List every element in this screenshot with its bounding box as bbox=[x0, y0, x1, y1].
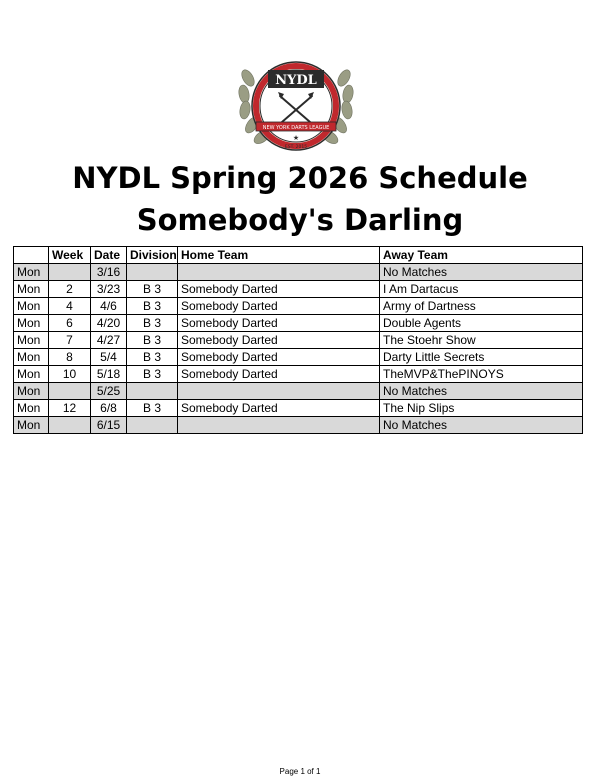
cell-week bbox=[49, 417, 91, 434]
logo-est: EST. 2015 bbox=[284, 145, 308, 150]
cell-away-team: Double Agents bbox=[380, 315, 583, 332]
team-name: Somebody's Darling bbox=[136, 203, 464, 237]
cell-week: 12 bbox=[49, 400, 91, 417]
page-title: NYDL Spring 2026 Schedule bbox=[72, 161, 528, 195]
table-row bbox=[14, 400, 583, 417]
table-row bbox=[14, 332, 583, 349]
cell-week: 4 bbox=[49, 298, 91, 315]
cell-division bbox=[127, 417, 178, 434]
cell-home-team: Somebody Darted bbox=[178, 349, 380, 366]
page-footer: Page 1 of 1 bbox=[279, 767, 321, 776]
nydl-logo bbox=[234, 56, 358, 156]
table-row bbox=[14, 298, 583, 315]
table-row bbox=[14, 417, 583, 434]
cell-away-team: The Nip Slips bbox=[380, 400, 583, 417]
cell-away-team: No Matches bbox=[380, 264, 583, 281]
cell-home-team: Somebody Darted bbox=[178, 315, 380, 332]
logo-ring-text: NEW YORK DARTS LEAGUE bbox=[262, 125, 330, 131]
cell-date: 5/18 bbox=[91, 366, 127, 383]
header-day bbox=[14, 247, 49, 264]
cell-division: B 3 bbox=[127, 400, 178, 417]
table-row bbox=[14, 349, 583, 366]
cell-day: Mon bbox=[14, 264, 49, 281]
cell-home-team: Somebody Darted bbox=[178, 298, 380, 315]
cell-home-team: Somebody Darted bbox=[178, 366, 380, 383]
cell-date: 4/20 bbox=[91, 315, 127, 332]
table-row bbox=[14, 264, 583, 281]
cell-away-team: Army of Dartness bbox=[380, 298, 583, 315]
schedule-table bbox=[13, 246, 583, 434]
cell-day: Mon bbox=[14, 315, 49, 332]
cell-away-team: No Matches bbox=[380, 417, 583, 434]
cell-day: Mon bbox=[14, 400, 49, 417]
cell-date: 6/15 bbox=[91, 417, 127, 434]
cell-home-team: Somebody Darted bbox=[178, 332, 380, 349]
table-row bbox=[14, 366, 583, 383]
cell-date: 4/6 bbox=[91, 298, 127, 315]
table-row bbox=[14, 281, 583, 298]
cell-day: Mon bbox=[14, 332, 49, 349]
cell-division bbox=[127, 264, 178, 281]
cell-date: 4/27 bbox=[91, 332, 127, 349]
logo-star-icon: ★ bbox=[292, 135, 300, 142]
cell-division: B 3 bbox=[127, 366, 178, 383]
cell-day: Mon bbox=[14, 383, 49, 400]
cell-week: 10 bbox=[49, 366, 91, 383]
table-row bbox=[14, 383, 583, 400]
cell-division bbox=[127, 383, 178, 400]
cell-week: 2 bbox=[49, 281, 91, 298]
cell-home-team bbox=[178, 383, 380, 400]
cell-date: 5/4 bbox=[91, 349, 127, 366]
cell-away-team: No Matches bbox=[380, 383, 583, 400]
cell-date: 6/8 bbox=[91, 400, 127, 417]
logo-abbrev: NYDL bbox=[275, 73, 317, 88]
header-week: Week bbox=[49, 247, 91, 264]
cell-home-team bbox=[178, 264, 380, 281]
cell-home-team: Somebody Darted bbox=[178, 400, 380, 417]
cell-week: 6 bbox=[49, 315, 91, 332]
cell-week bbox=[49, 383, 91, 400]
cell-away-team: TheMVP&ThePINOYS bbox=[380, 366, 583, 383]
cell-division: B 3 bbox=[127, 315, 178, 332]
header-division: Division bbox=[127, 247, 178, 264]
header-away-team: Away Team bbox=[380, 247, 583, 264]
cell-home-team bbox=[178, 417, 380, 434]
header-date: Date bbox=[91, 247, 127, 264]
cell-day: Mon bbox=[14, 417, 49, 434]
cell-day: Mon bbox=[14, 281, 49, 298]
cell-day: Mon bbox=[14, 366, 49, 383]
cell-week bbox=[49, 264, 91, 281]
cell-home-team: Somebody Darted bbox=[178, 281, 380, 298]
cell-away-team: Darty Little Secrets bbox=[380, 349, 583, 366]
cell-week: 8 bbox=[49, 349, 91, 366]
cell-week: 7 bbox=[49, 332, 91, 349]
cell-division: B 3 bbox=[127, 349, 178, 366]
cell-away-team: The Stoehr Show bbox=[380, 332, 583, 349]
header-home-team: Home Team bbox=[178, 247, 380, 264]
table-row bbox=[14, 315, 583, 332]
cell-division: B 3 bbox=[127, 281, 178, 298]
cell-day: Mon bbox=[14, 349, 49, 366]
cell-date: 3/23 bbox=[91, 281, 127, 298]
cell-away-team: I Am Dartacus bbox=[380, 281, 583, 298]
cell-division: B 3 bbox=[127, 298, 178, 315]
cell-division: B 3 bbox=[127, 332, 178, 349]
cell-day: Mon bbox=[14, 298, 49, 315]
table-header-row bbox=[14, 247, 583, 264]
cell-date: 3/16 bbox=[91, 264, 127, 281]
cell-date: 5/25 bbox=[91, 383, 127, 400]
